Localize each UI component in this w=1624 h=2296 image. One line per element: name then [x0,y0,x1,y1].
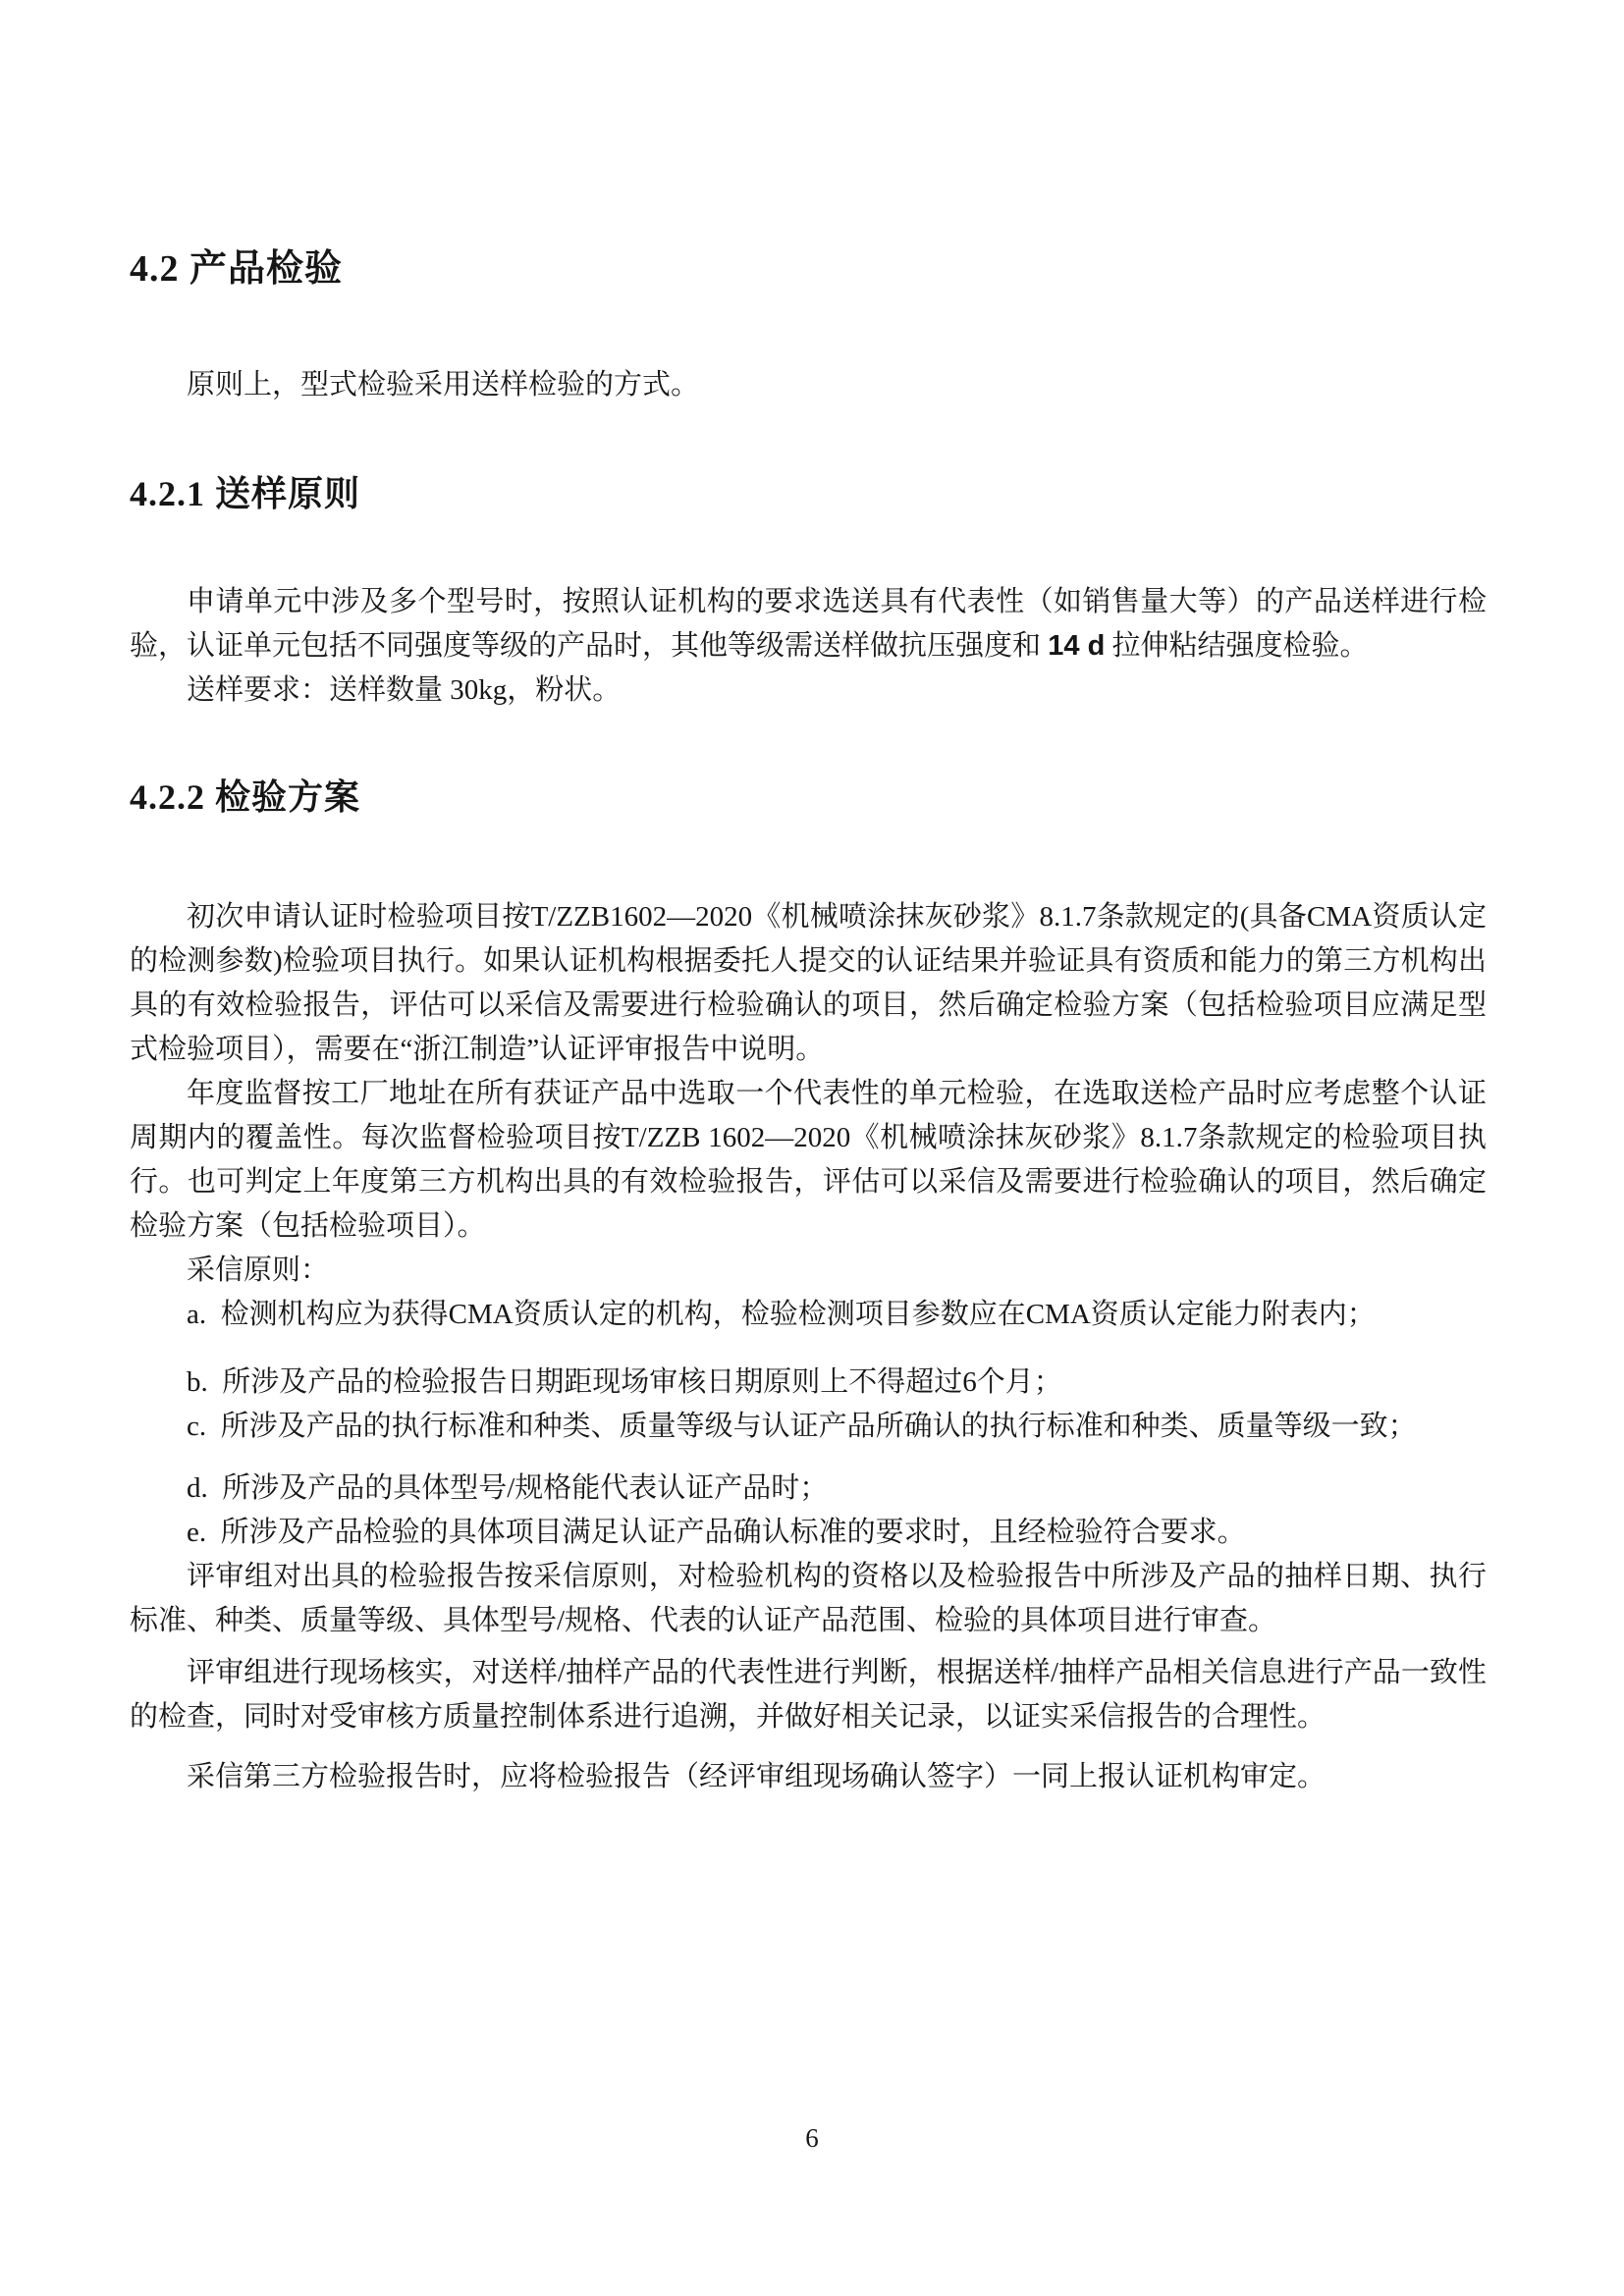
paragraph-review-report-check: 评审组对出具的检验报告按采信原则，对检验机构的资格以及检验报告中所涉及产品的抽样日期、执行标准、种类、质量等级、具体型号/规格、代表的认证产品范围、检验的具体项目进行审查。 [130,1561,1487,1636]
list-item-a: a. 检测机构应为获得CMA资质认定的机构，检验检测项目参数应在CMA资质认定能力附表内； [187,1299,1376,1330]
paragraph-sampling-principle [130,580,1487,668]
paragraph-initial-certification: 初次申请认证时检验项目按T/ZZB1602—2020《机械喷涂抹灰砂浆》8.1.7条款规定的(具备CMA资质认定的检测参数)检验项目执行。如果认证机构根据委托人提交的认证结果并验证具有资质和能力的第三方机构出具的有效检验报告，评估可以采信及需要进行检验确认的项目，然后确定检验方案（包括检验项目应满足型式检验项目），需要在“浙江制造”认证评审报告中说明。 [130,901,1487,1065]
paragraph-third-party-adoption: 采信第三方检验报告时，应将检验报告（经评审组现场确认签字）一同上报认证机构审定。 [187,1761,1326,1792]
paragraph-annual-supervision: 年度监督按工厂地址在所有获证产品中选取一个代表性的单元检验，在选取送检产品时应考虑整个认证周期内的覆盖性。每次监督检验项目按T/ZZB 1602—2020《机械喷涂抹灰砂浆》8.1.7条款规定的检验项目执行。也可判定上年度第三方机构出具的有效检验报告，评估可以采信及需要进行检验确认的项目，然后确定检验方案（包括检验项目）。 [130,1078,1487,1242]
paragraph-onsite-verification: 评审组进行现场核实，对送样/抽样产品的代表性进行判断，根据送样/抽样产品相关信息进行产品一致性的检查，同时对受审核方质量控制体系进行追溯，并做好相关记录，以证实采信报告的合理性。 [130,1657,1487,1733]
paragraph-sampling-requirement: 送样要求：送样数量 30kg，粉状。 [187,674,622,706]
page-number: 6 [805,2123,819,2153]
section-heading-4-2-1: 4.2.1 送样原则 [130,474,361,513]
list-item-e: e. 所涉及产品检验的具体项目满足认证产品确认标准的要求时，且经检验符合要求。 [187,1517,1246,1548]
list-item-d: d. 所涉及产品的具体型号/规格能代表认证产品时； [187,1472,829,1504]
text-run-14d-bold: 14 d [1048,630,1106,662]
list-item-c: c. 所涉及产品的执行标准和种类、质量等级与认证产品所确认的执行标准和种类、质量等级一致； [187,1411,1417,1442]
section-heading-4-2: 4.2 产品检验 [130,248,344,290]
paragraph-adoption-principles-title: 采信原则： [187,1255,330,1286]
text-run-sampling-2: 拉伸粘结强度检验。 [1105,630,1369,662]
list-item-b: b. 所涉及产品的检验报告日期距现场审核日期原则上不得超过6个月； [187,1366,1062,1398]
section-heading-4-2-2: 4.2.2 检验方案 [130,777,361,817]
text-run-sampling-1: 申请单元中涉及多个型号时，按照认证机构的要求选送具有代表性（如销售量大等）的产品送样进行检验，认证单元包括不同强度等级的产品时，其他等级需送样做抗压强度和 [130,586,1487,662]
paragraph-intro: 原则上，型式检验采用送样检验的方式。 [187,369,700,400]
